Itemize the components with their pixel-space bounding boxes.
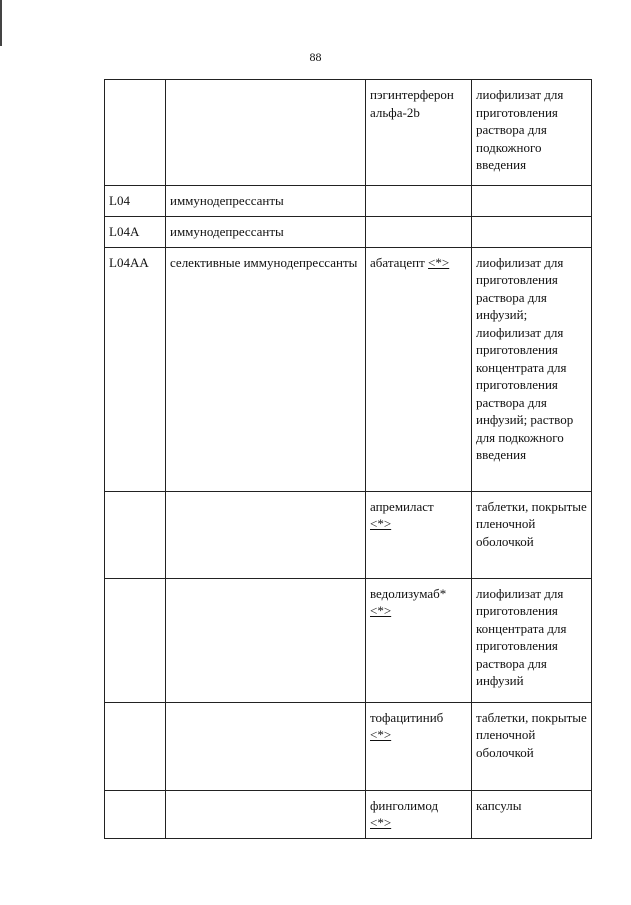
drug-name: абатацепт [370,254,425,270]
drug-name: ведолизумаб* [370,585,447,601]
atc-code-cell: L04AA [105,247,166,491]
table-row [105,790,592,838]
table-row [105,80,592,186]
dosage-form-cell [472,217,592,248]
group-name-cell [166,702,366,790]
footnote-reference-link[interactable]: <*> [428,254,450,270]
atc-code-cell [105,80,166,186]
table-row [105,217,592,248]
table-row [105,491,592,578]
drug-name-cell [366,491,472,578]
drug-name-cell [366,578,472,702]
dosage-form-cell [472,186,592,217]
dosage-form-cell: лиофилизат для приготовления концентрата для приготовления раствора для инфузий [472,578,592,702]
table-row [105,247,592,491]
atc-code-cell [105,491,166,578]
table-row [105,702,592,790]
page-number: 88 [309,50,322,64]
group-name-cell: иммунодепрессанты [166,217,366,248]
footnote-reference-link[interactable]: <*> [370,815,392,830]
drug-name: тофацитиниб [370,709,444,725]
dosage-form-cell: таблетки, покрытые пленочной оболочкой [472,702,592,790]
drug-name: финголимод [370,797,439,813]
atc-code-cell [105,790,166,838]
group-name-cell [166,790,366,838]
group-name-cell [166,578,366,702]
drug-name-cell [366,702,472,790]
group-name-cell [166,491,366,578]
table-row [105,578,592,702]
drug-name-cell [366,790,472,838]
footnote-reference-link[interactable]: <*> [370,516,392,531]
footnote-reference-link[interactable]: <*> [370,727,392,742]
table-row [105,186,592,217]
medication-table [104,79,592,839]
dosage-form-cell: лиофилизат для приготовления раствора для инфузий; лиофилизат для приготовления концентрата для приготовления раствора для инфузий; раствор для подкожного введения [472,247,592,491]
dosage-form-cell: капсулы [472,790,592,838]
drug-name: апремиласт [370,498,434,514]
group-name-cell: иммунодепрессанты [166,186,366,217]
footnote-reference-link[interactable]: <*> [370,603,392,618]
drug-name-cell [366,186,472,217]
group-name-cell [166,80,366,186]
drug-name-cell [366,247,472,491]
dosage-form-cell: таблетки, покрытые пленочной оболочкой [472,491,592,578]
group-name-cell: селективные иммунодепрессанты [166,247,366,491]
atc-code-cell [105,702,166,790]
drug-name-cell [366,80,472,186]
drug-name-cell [366,217,472,248]
dosage-form-cell: лиофилизат для приготовления раствора для подкожного введения [472,80,592,186]
scan-edge-mark [0,0,2,46]
atc-code-cell: L04 [105,186,166,217]
atc-code-cell [105,578,166,702]
drug-name: пэгинтерферон альфа-2b [370,87,454,120]
atc-code-cell: L04A [105,217,166,248]
